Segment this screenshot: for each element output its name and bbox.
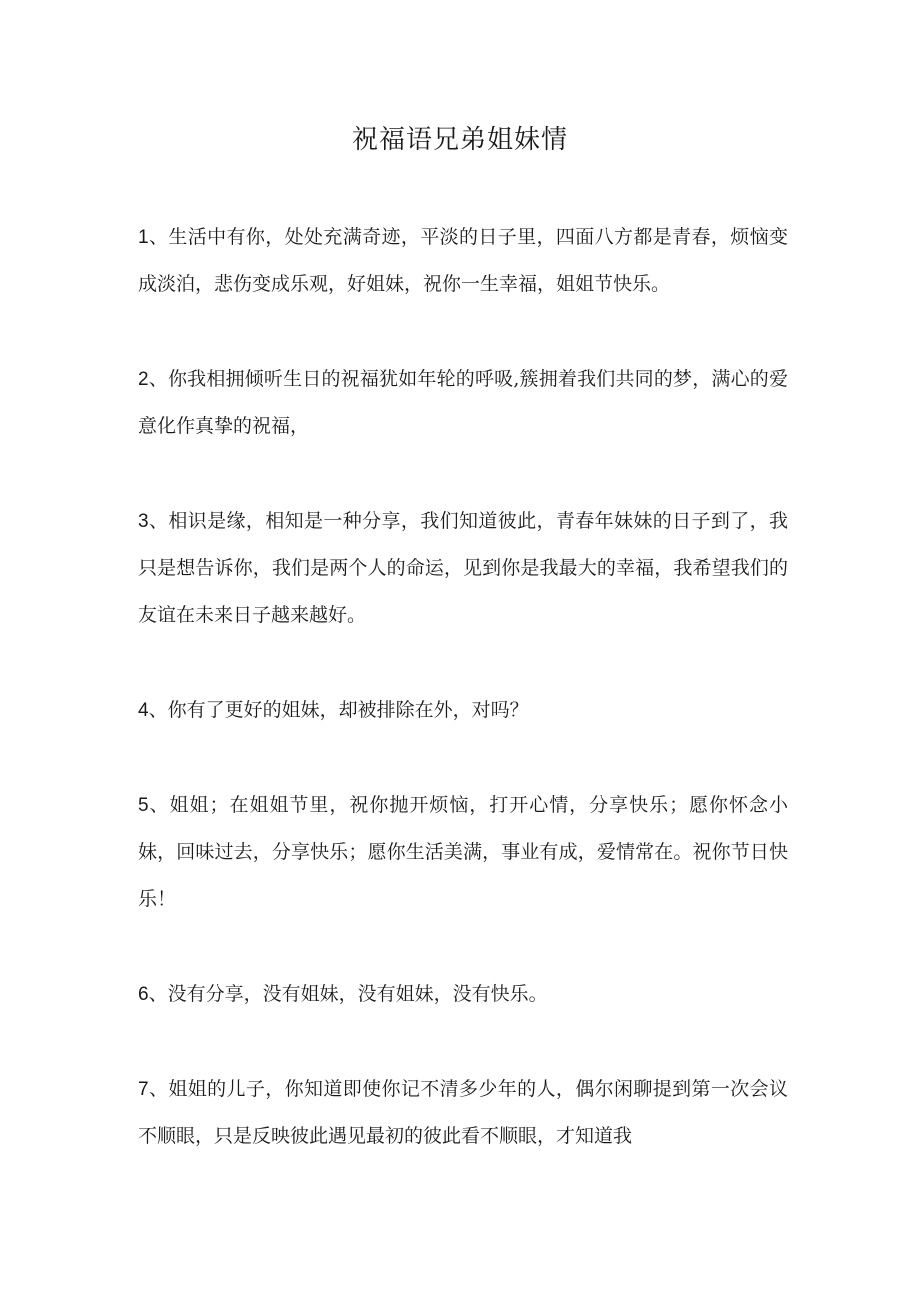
paragraph-text: 、生活中有你，处处充满奇迹，平淡的日子里，四面八方都是青春，烦恼变成淡泊，悲伤变成乐观，好姐妹，祝你一生幸福，姐姐节快乐。 (138, 226, 788, 295)
paragraph-number: 3 (138, 511, 149, 532)
paragraph-1 (138, 214, 788, 308)
paragraph-6 (138, 971, 788, 1018)
paragraph-text: 、你有了更好的姐妹，却被排除在外，对吗？ (148, 699, 529, 721)
document-title: 祝福语兄弟姐妹情 (351, 125, 568, 155)
paragraph-number: 5 (138, 795, 149, 816)
paragraph-7 (138, 1066, 788, 1160)
paragraph-number: 1 (138, 227, 149, 248)
paragraph-text: 、姐姐；在姐姐节里，祝你抛开烦恼，打开心情，分享快乐；愿你怀念小妹，回味过去，分享快乐；愿你生活美满，事业有成，爱情常在。祝你节日快乐！ (138, 794, 788, 910)
paragraph-number: 4 (138, 700, 149, 721)
paragraph-3 (138, 498, 788, 639)
paragraph-2 (138, 356, 788, 450)
paragraph-number: 6 (138, 984, 149, 1005)
paragraph-text: 、相识是缘，相知是一种分享，我们知道彼此，青春年妹妹的日子到了，我只是想告诉你，我们是两个人的命运，见到你是我最大的幸福，我希望我们的友谊在未来日子越来越好。 (138, 510, 788, 626)
paragraph-list (138, 214, 788, 1208)
paragraph-text: 、姐姐的儿子，你知道即使你记不清多少年的人，偶尔闲聊提到第一次会议不顺眼，只是反映彼此遇见最初的彼此看不顺眼，才知道我 (138, 1078, 788, 1147)
paragraph-number: 2 (138, 369, 149, 390)
paragraph-text: 、没有分享，没有姐妹，没有姐妹，没有快乐。 (148, 983, 548, 1005)
paragraph-4 (138, 687, 788, 734)
paragraph-text: 、你我相拥倾听生日的祝福犹如年轮的呼吸,簇拥着我们共同的梦，满心的爱意化作真挚的祝福， (138, 368, 788, 437)
paragraph-number: 7 (138, 1079, 149, 1100)
paragraph-5 (138, 782, 788, 923)
